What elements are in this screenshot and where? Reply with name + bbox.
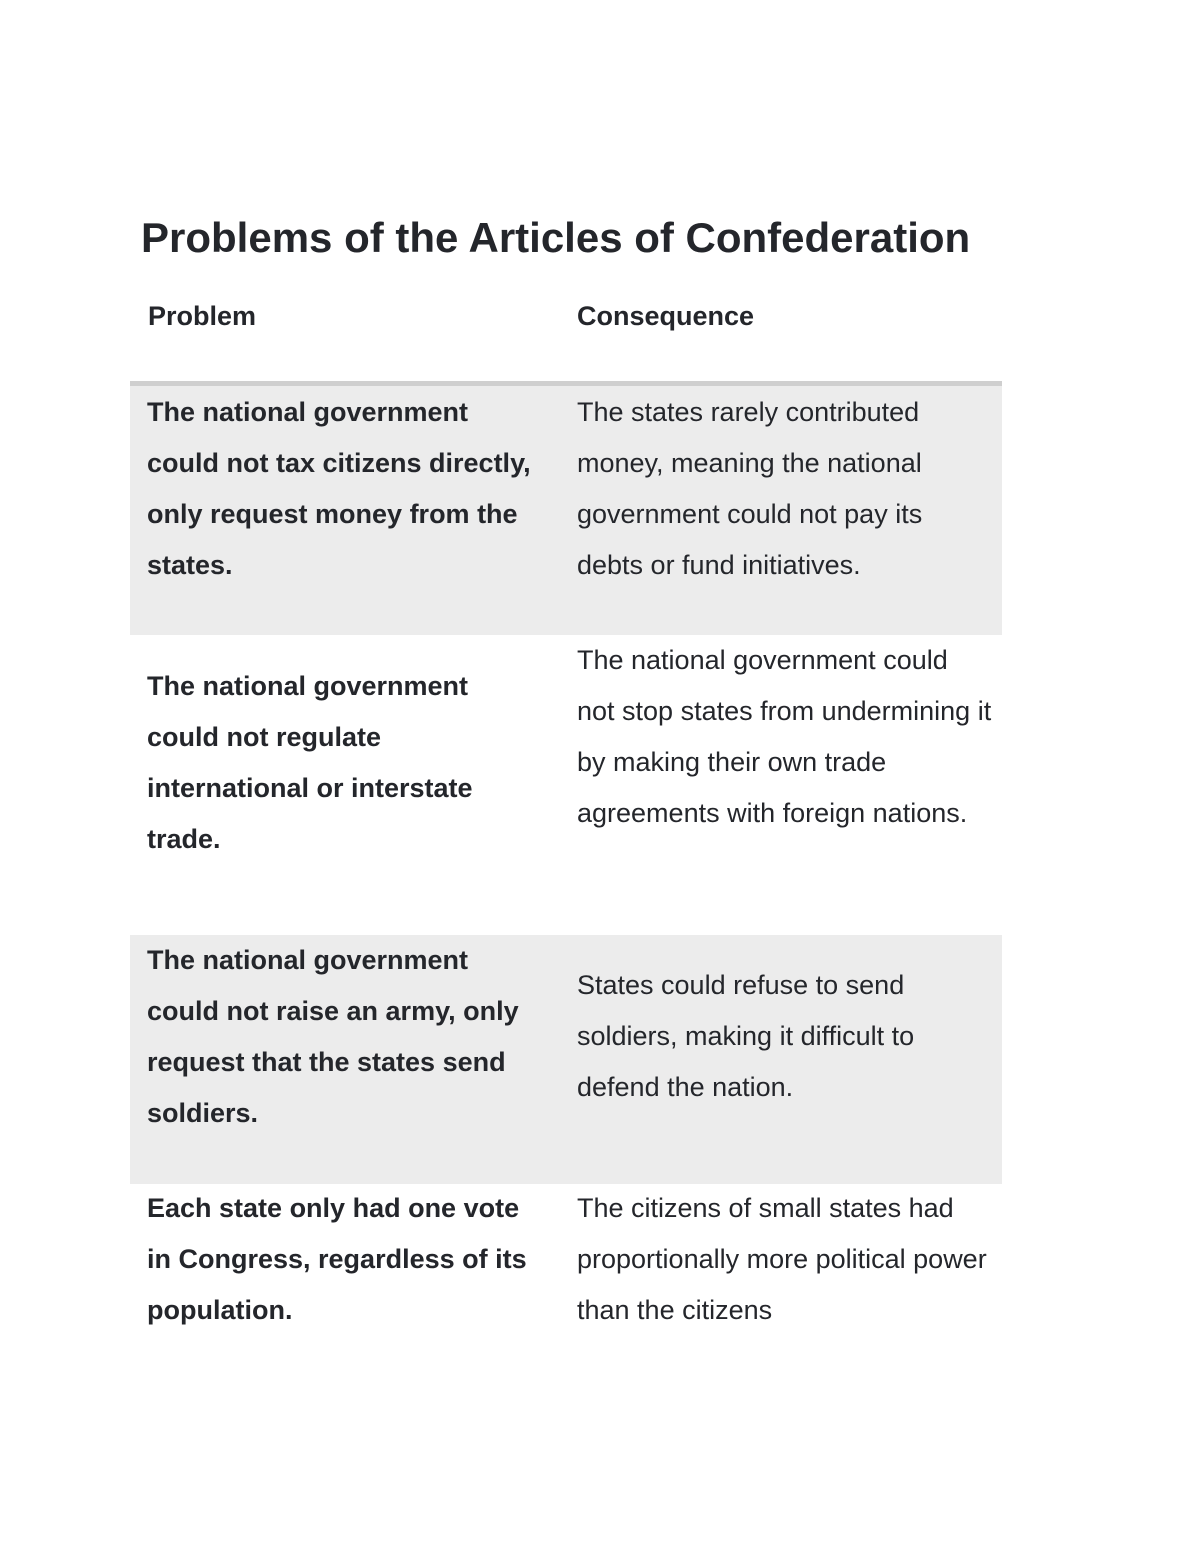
table-row [130, 935, 1002, 1184]
column-header-problem: Problem [148, 301, 257, 331]
consequence-cell: The national government could not stop states from undermining it by making their own trade agreements with foreign nations. [577, 645, 992, 828]
table-row [130, 1184, 1002, 1344]
problem-cell: The national government could not raise an army, only request that the states send soldiers. [147, 945, 519, 1128]
page-title: Problems of the Articles of Confederation [141, 214, 971, 261]
problem-cell: The national government could not tax citizens directly, only request money from the states. [147, 397, 531, 580]
problem-cell: The national government could not regulate international or interstate trade. [147, 671, 473, 854]
table-row [130, 386, 1002, 635]
consequence-cell: The citizens of small states had proportionally more political power than the citizens [577, 1193, 987, 1325]
column-header-consequence: Consequence [577, 301, 755, 331]
table-row [130, 635, 1002, 935]
consequence-cell: States could refuse to send soldiers, making it difficult to defend the nation. [577, 970, 915, 1102]
table-header-row [130, 295, 1002, 381]
consequence-cell: The states rarely contributed money, meaning the national government could not pay its debts or fund initiatives. [577, 397, 923, 580]
problem-cell: Each state only had one vote in Congress, regardless of its population. [147, 1193, 527, 1325]
